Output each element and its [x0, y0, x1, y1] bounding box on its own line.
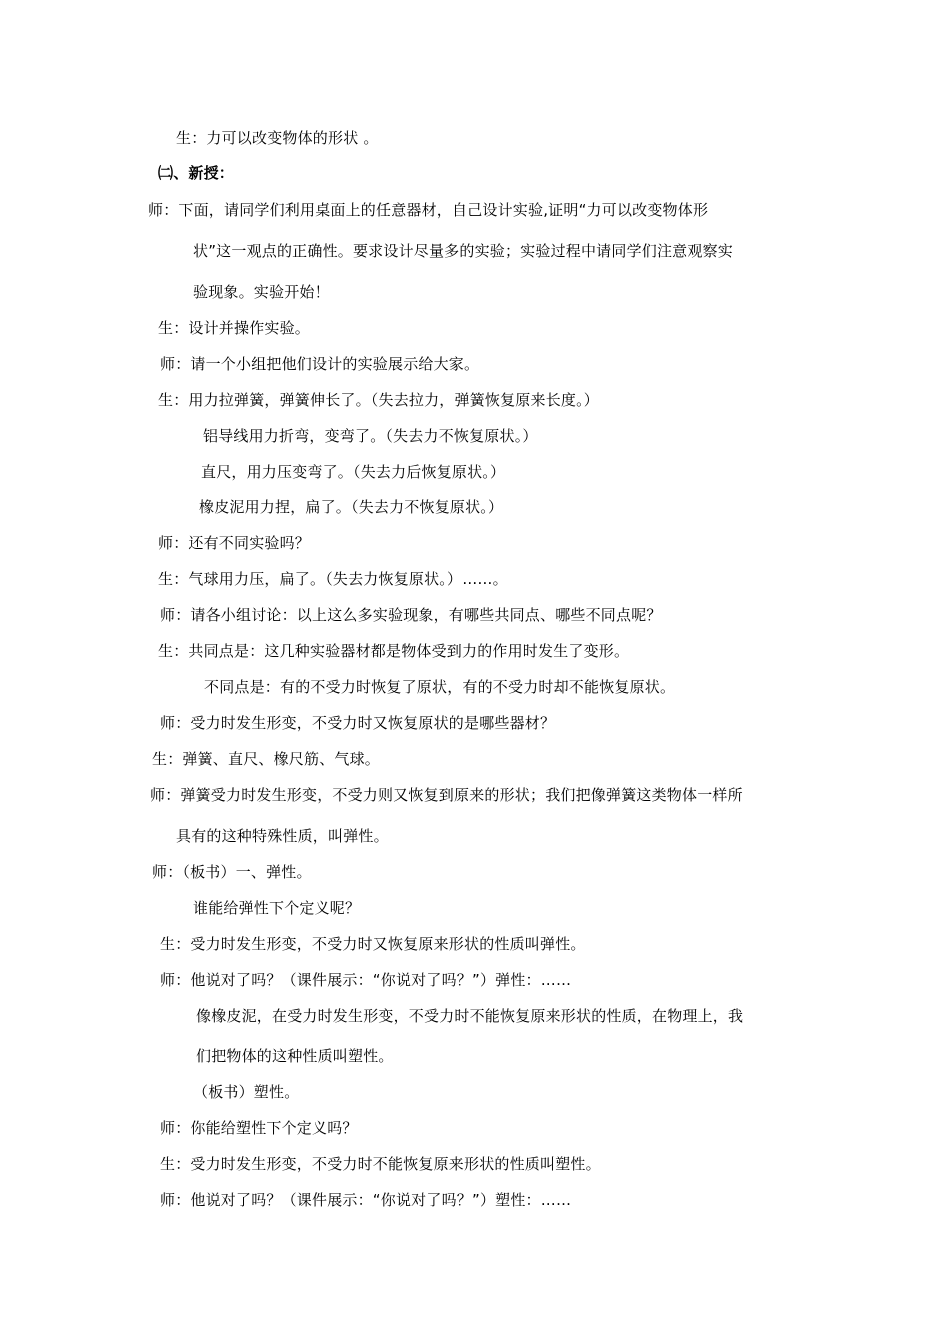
text-line: 师：他说对了吗？（课件展示：“你说对了吗？”）弹性：…… — [160, 971, 572, 989]
text-line: 师：你能给塑性下个定义吗？ — [160, 1119, 358, 1137]
text-line: 师：（板书）一、弹性。 — [152, 863, 312, 881]
text-line: 生：设计并操作实验。 — [158, 319, 311, 337]
text-line: 直尺，用力压变弯了。（失去力后恢复原状。） — [201, 463, 506, 481]
text-line: 生：气球用力压，扁了。（失去力恢复原状。）……。 — [158, 570, 508, 588]
text-line: 生：力可以改变物体的形状 。 — [176, 129, 379, 147]
text-line: 师：受力时发生形变，不受力时又恢复原状的是哪些器材？ — [160, 714, 556, 732]
text-line: 师：弹簧受力时发生形变，不受力则又恢复到原来的形状；我们把像弹簧这类物体一样所 — [150, 786, 743, 804]
text-line: 师：还有不同实验吗？ — [158, 534, 311, 552]
text-line: 生：共同点是：这几种实验器材都是物体受到力的作用时发生了变形。 — [158, 642, 630, 660]
text-line: 师：请一个小组把他们设计的实验展示给大家。 — [160, 355, 480, 373]
text-line: 们把物体的这种性质叫塑性。 — [196, 1047, 394, 1065]
text-line: 谁能给弹性下个定义呢？ — [193, 899, 361, 917]
text-line: 师：下面，请同学们利用桌面上的任意器材，自己设计实验,证明“力可以改变物体形 — [148, 201, 709, 219]
text-line: 生：受力时发生形变，不受力时又恢复原来形状的性质叫弹性。 — [160, 935, 586, 953]
text-line: 生：弹簧、直尺、橡尺筋、气球。 — [152, 750, 381, 768]
text-line: 铝导线用力折弯，变弯了。（失去力不恢复原状。） — [203, 427, 538, 445]
text-line: 师：请各小组讨论：以上这么多实验现象，有哪些共同点、哪些不同点呢？ — [160, 606, 662, 624]
text-line: 状”这一观点的正确性。要求设计尽量多的实验；实验过程中请同学们注意观察实 — [193, 242, 733, 260]
text-line: 具有的这种特殊性质，叫弹性。 — [176, 827, 389, 845]
text-line: 生：用力拉弹簧，弹簧伸长了。（失去拉力，弹簧恢复原来长度。） — [158, 391, 600, 409]
text-line: 生：受力时发生形变，不受力时不能恢复原来形状的性质叫塑性。 — [160, 1155, 601, 1173]
text-line: 不同点是：有的不受力时恢复了原状，有的不受力时却不能恢复原状。 — [204, 678, 676, 696]
text-line: 橡皮泥用力捏，扁了。（失去力不恢复原状。） — [199, 498, 504, 516]
text-line: （板书）塑性。 — [193, 1083, 300, 1101]
text-line: 师：他说对了吗？（课件展示：“你说对了吗？”）塑性：…… — [160, 1191, 572, 1209]
text-line: 验现象。实验开始！ — [193, 283, 330, 301]
text-line: 像橡皮泥，在受力时发生形变，不受力时不能恢复原来形状的性质，在物理上，我 — [196, 1007, 744, 1025]
section-heading: ㈡、新授： — [158, 164, 235, 182]
